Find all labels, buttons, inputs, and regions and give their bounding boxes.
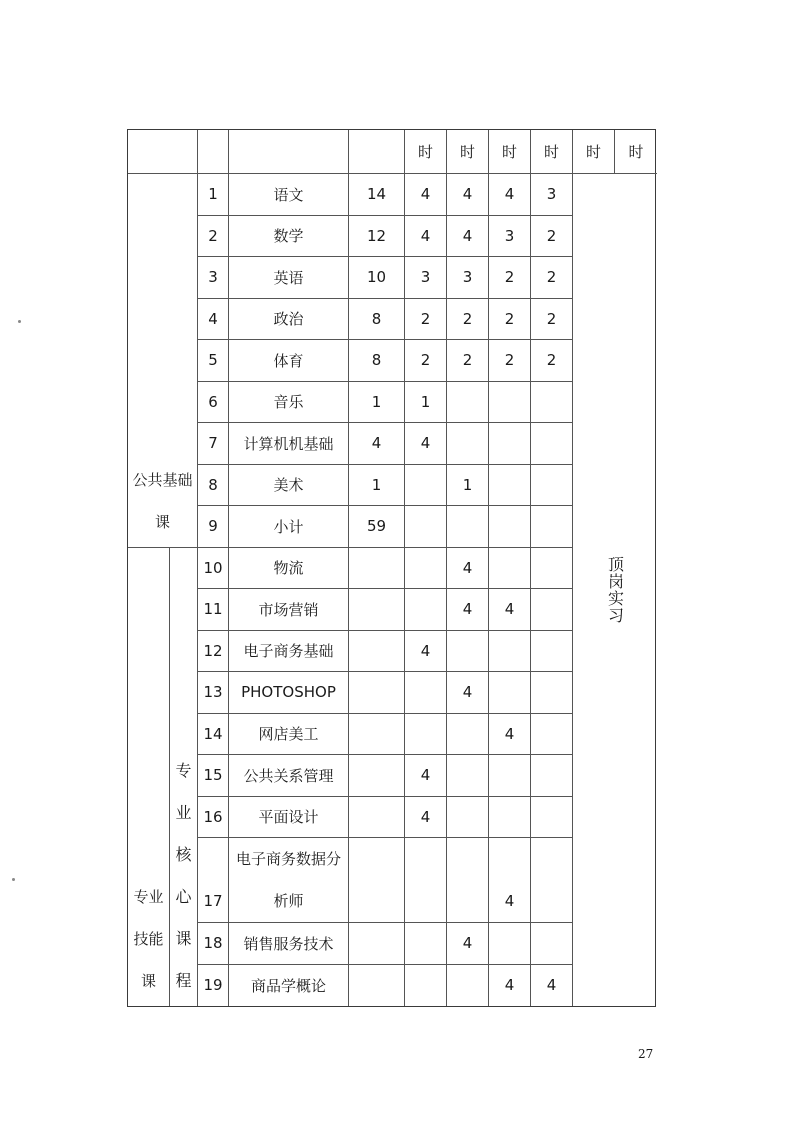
row-term3 [489,548,531,590]
row-term3: 3 [489,216,531,258]
row-term4 [531,589,573,631]
row-term1: 4 [405,174,447,216]
row-term1 [405,923,447,965]
header-blank-no [198,130,229,174]
row-total: 12 [349,216,405,258]
row-course-name: 美术 [229,465,349,507]
row-term4 [531,382,573,424]
row-term3 [489,923,531,965]
category-professional-skill [128,548,170,1007]
row-course-name: 平面设计 [229,797,349,839]
row-course-name: 物流 [229,548,349,590]
row-no: 3 [198,257,229,299]
row-no: 8 [198,465,229,507]
row-total [349,714,405,756]
row-term2 [447,506,489,548]
row-course-name: 市场营销 [229,589,349,631]
row-no: 17 [198,838,229,923]
row-term2: 4 [447,548,489,590]
row-term3: 2 [489,299,531,341]
row-no: 4 [198,299,229,341]
category-professional-line2: 技能 [133,930,164,948]
row-term2: 4 [447,216,489,258]
row-term1 [405,965,447,1007]
row-course-name: 计算机机基础 [229,423,349,465]
scan-speck [18,320,21,323]
row-term1 [405,672,447,714]
category-public-line1: 公共基础 [132,470,193,489]
row-total [349,755,405,797]
header-hour-2: 时 [447,130,489,174]
row-total [349,797,405,839]
row-term2: 4 [447,923,489,965]
row-course-name [229,838,349,923]
subcategory-core-char-3: 核 [175,845,192,864]
header-hour-3: 时 [489,130,531,174]
header-blank-category [128,130,198,174]
row-total [349,589,405,631]
header-hour-5: 时 [573,130,615,174]
row-term1 [405,548,447,590]
row-term2 [447,838,489,923]
row-term4: 4 [531,965,573,1007]
row-total [349,838,405,923]
row-term1: 4 [405,216,447,258]
row-course-name: PHOTOSHOP [229,672,349,714]
curriculum-table [127,129,656,1007]
row-term4 [531,714,573,756]
row-term1: 2 [405,299,447,341]
row-term1: 4 [405,797,447,839]
row-term4 [531,423,573,465]
row-term3 [489,631,531,673]
header-hour-4: 时 [531,130,573,174]
row-no: 13 [198,672,229,714]
row-term3: 4 [489,589,531,631]
subcategory-core-char-4: 心 [175,887,192,906]
row-term1: 2 [405,340,447,382]
category-public-basic [128,174,198,548]
row-no: 11 [198,589,229,631]
row-term3 [489,797,531,839]
row-term4: 3 [531,174,573,216]
row-term4: 2 [531,216,573,258]
row-term2: 2 [447,340,489,382]
row-course-name: 数学 [229,216,349,258]
row-term2 [447,382,489,424]
row-course-name: 小计 [229,506,349,548]
row-total: 4 [349,423,405,465]
row-term1: 3 [405,257,447,299]
row-no: 12 [198,631,229,673]
header-hour-1: 时 [405,130,447,174]
row-course-name: 音乐 [229,382,349,424]
row-term3: 2 [489,257,531,299]
subcategory-core-courses [170,548,198,1007]
row-term3: 4 [489,838,531,923]
row-course-name: 英语 [229,257,349,299]
row-no: 19 [198,965,229,1007]
row-total [349,631,405,673]
row-term4 [531,631,573,673]
page-number: 27 [638,1047,654,1061]
row-term4 [531,465,573,507]
row-term1 [405,506,447,548]
row-course-name: 体育 [229,340,349,382]
category-public-line2: 课 [154,512,170,531]
row-term2: 3 [447,257,489,299]
row-no: 16 [198,797,229,839]
row-term2: 4 [447,174,489,216]
row-total: 8 [349,299,405,341]
row-total: 1 [349,465,405,507]
row-term2 [447,755,489,797]
row-total: 1 [349,382,405,424]
header-blank-total [349,130,405,174]
row-term3: 2 [489,340,531,382]
row-term1 [405,714,447,756]
row-term4 [531,672,573,714]
row-term1 [405,838,447,923]
row-total [349,672,405,714]
internship-cell [573,174,657,1006]
row-term4 [531,506,573,548]
row-term3 [489,423,531,465]
row-course-name: 公共关系管理 [229,755,349,797]
internship-label: 顶岗实习 [605,556,625,624]
row-no: 10 [198,548,229,590]
row-no: 14 [198,714,229,756]
row-term3 [489,506,531,548]
row-total [349,965,405,1007]
row-total: 14 [349,174,405,216]
row-term2 [447,797,489,839]
row-term3: 4 [489,965,531,1007]
subcategory-core-char-2: 业 [175,803,192,822]
row-term2: 4 [447,589,489,631]
row-no: 6 [198,382,229,424]
row-no: 7 [198,423,229,465]
row-course-name: 语文 [229,174,349,216]
row-total: 8 [349,340,405,382]
row-term4 [531,797,573,839]
row-term3: 4 [489,174,531,216]
row-term2 [447,423,489,465]
row-term1: 4 [405,755,447,797]
row-no: 15 [198,755,229,797]
row-no: 2 [198,216,229,258]
row-term1 [405,589,447,631]
row-term3 [489,672,531,714]
row-no: 1 [198,174,229,216]
row-term4 [531,838,573,923]
row-term3 [489,465,531,507]
row-total [349,923,405,965]
row-no: 9 [198,506,229,548]
row-total [349,548,405,590]
row-total: 59 [349,506,405,548]
row-course-name: 电子商务基础 [229,631,349,673]
row-term2 [447,631,489,673]
row-term3 [489,382,531,424]
row-term2: 4 [447,672,489,714]
row-total: 10 [349,257,405,299]
row-term1: 4 [405,423,447,465]
row-term4: 2 [531,299,573,341]
row-no: 5 [198,340,229,382]
header-hour-6: 时 [615,130,657,174]
row-term1: 1 [405,382,447,424]
row-term2 [447,965,489,1007]
row-term1 [405,465,447,507]
row-term4: 2 [531,340,573,382]
row-term2 [447,714,489,756]
row-term4 [531,548,573,590]
row-no: 18 [198,923,229,965]
row-term4 [531,923,573,965]
row-course-name-line1: 电子商务数据分 [235,850,341,868]
row-term4 [531,755,573,797]
row-term4: 2 [531,257,573,299]
header-blank-name [229,130,349,174]
scan-speck [12,878,15,881]
row-term2: 1 [447,465,489,507]
row-course-name: 网店美工 [229,714,349,756]
row-course-name-line2: 析师 [273,892,304,910]
category-professional-line3: 课 [140,972,156,990]
subcategory-core-char-1: 专 [175,761,192,780]
category-professional-line1: 专业 [133,888,164,906]
subcategory-core-char-6: 程 [175,971,192,990]
row-course-name: 商品学概论 [229,965,349,1007]
row-course-name: 销售服务技术 [229,923,349,965]
row-term3: 4 [489,714,531,756]
subcategory-core-char-5: 课 [175,929,192,948]
row-term2: 2 [447,299,489,341]
row-term3 [489,755,531,797]
row-term1: 4 [405,631,447,673]
row-course-name: 政治 [229,299,349,341]
